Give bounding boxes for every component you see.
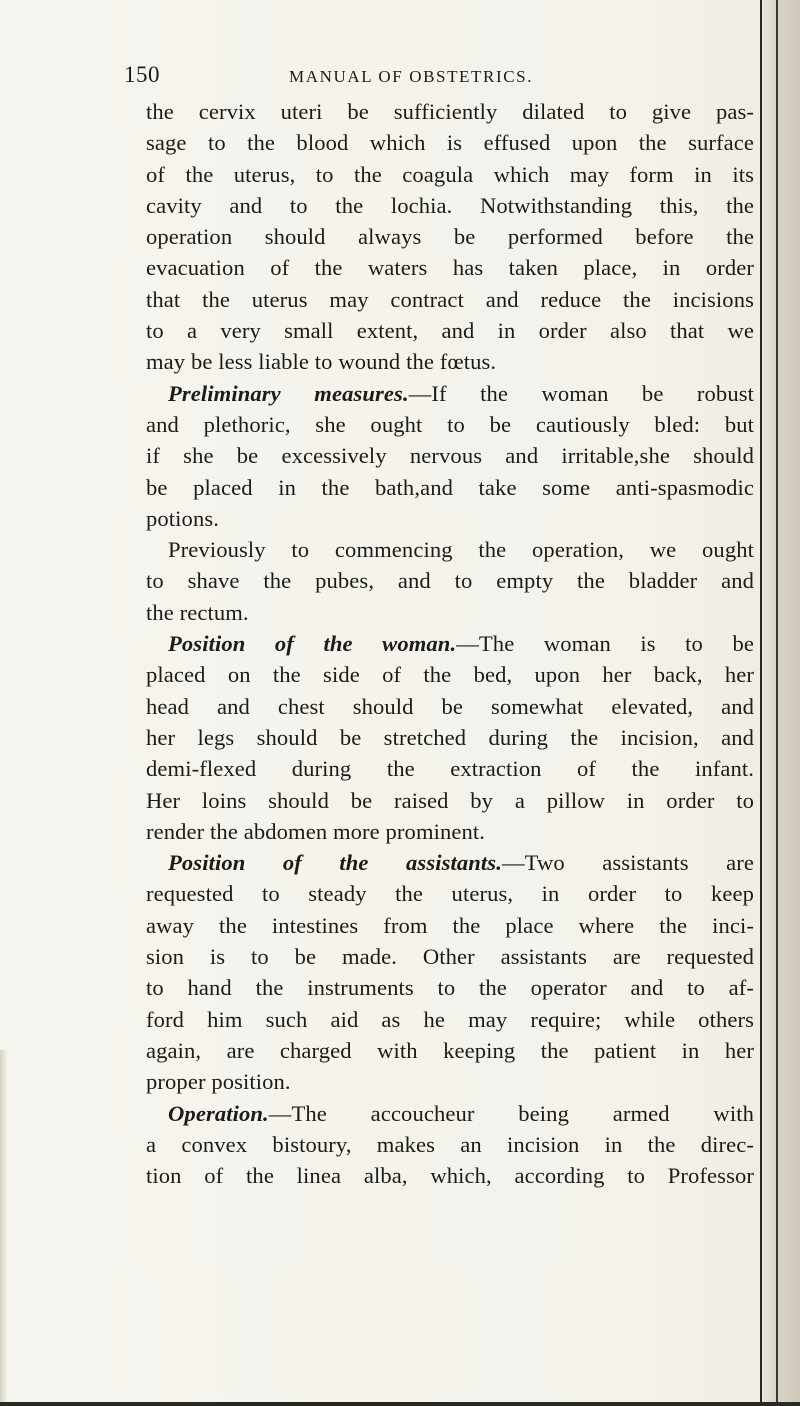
paragraph-position-assistants xyxy=(146,847,754,878)
page-bottom-edge xyxy=(0,1402,800,1406)
text-line: tion of the linea alba, which, according to Professor xyxy=(146,1163,754,1189)
text-line: Her loins should be raised by a pillow in order to xyxy=(146,787,754,813)
text-line: that the uterus may contract and reduce the incisions xyxy=(146,286,754,312)
text-line: operation should always be performed before the xyxy=(146,224,754,250)
text-line: proper position. xyxy=(146,1069,291,1095)
text-line: the cervix uteri be sufficiently dilated to give pas- xyxy=(146,99,754,124)
text-line: be placed in the bath,and take some anti-spasmodic xyxy=(146,474,754,500)
text-run: —If the woman be robust xyxy=(408,380,755,406)
section-heading: Position of the assistants. xyxy=(168,850,502,876)
text-line: sion is to be made. Other assistants are requested xyxy=(146,944,754,970)
text-line: to hand the instruments to the operator and to af- xyxy=(146,975,754,1001)
text-line: her legs should be stretched during the incision, and xyxy=(146,724,754,750)
text-run: —The accoucheur being armed with xyxy=(268,1100,754,1126)
text-line: the rectum. xyxy=(146,599,249,625)
body-text xyxy=(146,96,754,1191)
section-heading: Position of the woman. xyxy=(168,631,457,657)
page-number: 150 xyxy=(124,62,160,87)
text-line: cavity and to the lochia. Notwithstanding this, the xyxy=(146,192,754,218)
paragraph-preliminary-measures xyxy=(146,378,754,409)
text-line: demi-flexed during the extraction of the infant. xyxy=(146,756,754,782)
page-gutter xyxy=(760,0,800,1406)
text-line: Previously to commencing the operation, we ought xyxy=(168,537,754,563)
paragraph-operation xyxy=(146,1098,754,1129)
text-line: sage to the blood which is effused upon the surface xyxy=(146,130,754,156)
text-line: ford him such aid as he may require; while others xyxy=(146,1006,754,1032)
binding-edge xyxy=(776,0,778,1406)
text-line: again, are charged with keeping the patient in her xyxy=(146,1037,754,1063)
text-line: placed on the side of the bed, upon her back, her xyxy=(146,662,754,688)
text-line: render the abdomen more prominent. xyxy=(146,818,486,844)
text-line: and plethoric, she ought to be cautiously bled: but xyxy=(146,411,754,437)
text-line: potions. xyxy=(146,505,219,531)
running-title: MANUAL OF OBSTETRICS. xyxy=(289,67,534,86)
section-heading: Operation. xyxy=(168,1100,269,1126)
text-line: if she be excessively nervous and irritable,she should xyxy=(146,443,754,469)
text-line: to a very small extent, and in order also that we xyxy=(146,318,754,344)
text-line: requested to steady the uterus, in order to keep xyxy=(146,881,754,907)
section-heading: Preliminary measures. xyxy=(168,380,409,406)
text-run: —Two assistants are xyxy=(501,850,754,876)
text-line: may be less liable to wound the fœtus. xyxy=(146,349,497,375)
text-line: of the uterus, to the coagula which may form in its xyxy=(146,161,754,187)
text-run: —The woman is to be xyxy=(456,631,754,657)
text-line: evacuation of the waters has taken place, in order xyxy=(146,255,754,281)
page-shadow xyxy=(0,1050,8,1406)
paragraph-position-woman xyxy=(146,628,754,659)
text-line: a convex bistoury, makes an incision in the direc- xyxy=(146,1131,754,1157)
running-head xyxy=(124,62,764,92)
text-line: to shave the pubes, and to empty the bladder and xyxy=(146,568,754,594)
text-line: away the intestines from the place where the inci- xyxy=(146,912,754,938)
text-line: head and chest should be somewhat elevated, and xyxy=(146,693,754,719)
